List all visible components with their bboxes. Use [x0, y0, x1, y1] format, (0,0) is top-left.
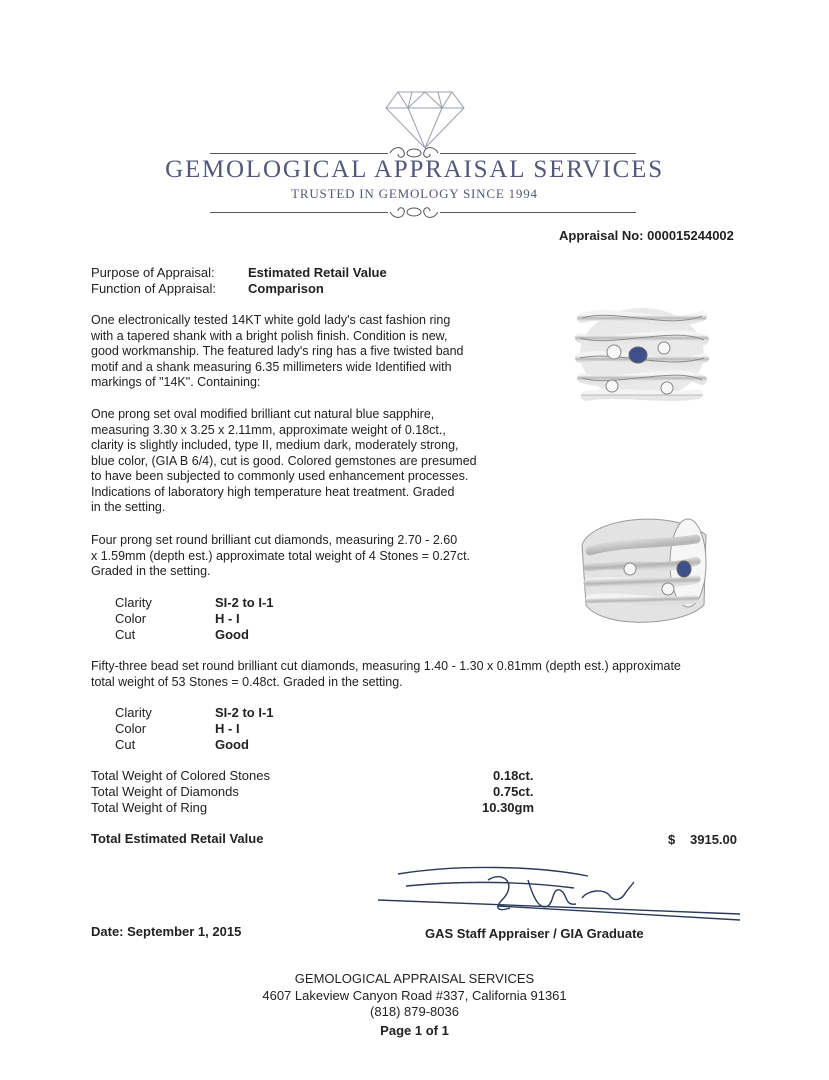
grade1-cut-value: Good — [215, 627, 249, 642]
ring-photo-side — [572, 505, 712, 631]
header-rule-bottom-left — [210, 212, 388, 213]
total-ring-value: 10.30gm — [482, 800, 535, 815]
footer-address: 4607 Lakeview Canyon Road #337, California 91361 — [262, 988, 567, 1003]
total-colored-label: Total Weight of Colored Stones — [91, 768, 270, 783]
report-date: Date: September 1, 2015 — [91, 924, 242, 939]
company-tagline: TRUSTED IN GEMOLOGY SINCE 1994 — [291, 186, 538, 201]
diamond-logo-icon — [384, 90, 466, 150]
appraiser-signature — [378, 860, 744, 928]
currency-symbol: $ — [668, 832, 676, 847]
appraisal-number: Appraisal No: 000015244002 — [559, 228, 734, 243]
footer-company: GEMOLOGICAL APPRAISAL SERVICES — [294, 971, 535, 986]
grade1-cut-label: Cut — [115, 627, 136, 642]
text-line: to have been subjected to commonly used enhancement processes. — [91, 469, 469, 483]
text-line: One electronically tested 14KT white gold lady's cast fashion ring — [91, 313, 451, 327]
text-line: x 1.59mm (depth est.) approximate total weight of 4 Stones = 0.27ct. — [91, 548, 471, 563]
ring-photo-front — [572, 300, 712, 408]
text-line: good workmanship. The featured lady's ring has a five twisted band — [91, 344, 464, 358]
text-line: measuring 3.30 x 3.25 x 2.11mm, approximate weight of 0.18ct., — [91, 422, 446, 437]
grade2-clarity-label: Clarity — [115, 705, 152, 720]
total-ring-label: Total Weight of Ring — [91, 800, 208, 815]
header-rule-top-right — [440, 153, 636, 154]
grade1-clarity-label: Clarity — [115, 595, 152, 610]
flourish-bottom-icon — [386, 203, 442, 221]
footer-phone: (818) 879-8036 — [370, 1004, 459, 1019]
text-line: clarity is slightly included, type II, medium dark, moderately strong, — [91, 438, 459, 452]
text-line: Graded in the setting. — [91, 564, 211, 578]
text-line: markings of "14K". Containing: — [91, 375, 261, 389]
grade1-clarity-value: SI-2 to I-1 — [215, 595, 274, 610]
grade2-cut-value: Good — [215, 737, 249, 752]
purpose-label: Purpose of Appraisal: — [91, 265, 215, 280]
text-line: Indications of laboratory high temperature heat treatment. Graded — [91, 484, 455, 499]
ring-description — [91, 313, 531, 391]
text-line: motif and a shank measuring 6.35 millimeters wide Identified with — [91, 359, 452, 374]
grade1-color-label: Color — [115, 611, 147, 626]
header-rule-bottom-right — [440, 212, 636, 213]
total-diamonds-label: Total Weight of Diamonds — [91, 784, 239, 799]
grade2-color-label: Color — [115, 721, 147, 736]
diamonds-53-description — [91, 659, 751, 690]
grade2-cut-label: Cut — [115, 737, 136, 752]
retail-value-label: Total Estimated Retail Value — [91, 831, 264, 846]
text-line: Fifty-three bead set round brilliant cut diamonds, measuring 1.40 - 1.30 x 0.81mm (depth est.) approximate — [91, 659, 681, 673]
total-colored-value: 0.18ct. — [493, 768, 534, 783]
sapphire-description — [91, 407, 531, 516]
text-line: in the setting. — [91, 500, 166, 514]
function-value: Comparison — [248, 281, 324, 296]
text-line: with a tapered shank with a bright polish finish. Condition is new, — [91, 328, 448, 343]
function-label: Function of Appraisal: — [91, 281, 217, 296]
diamonds-4-description — [91, 533, 531, 580]
header-rule-top-left — [210, 153, 388, 154]
text-line: total weight of 53 Stones = 0.48ct. Graded in the setting. — [91, 674, 403, 689]
company-title: GEMOLOGICAL APPRAISAL SERVICES — [165, 156, 664, 183]
retail-value: 3915.00 — [690, 832, 737, 847]
grade2-color-value: H - I — [215, 721, 240, 736]
text-line: Four prong set round brilliant cut diamonds, measuring 2.70 - 2.60 — [91, 533, 458, 547]
appraiser-title: GAS Staff Appraiser / GIA Graduate — [425, 926, 644, 941]
text-line: One prong set oval modified brilliant cut natural blue sapphire, — [91, 407, 435, 421]
page-number: Page 1 of 1 — [380, 1023, 449, 1038]
purpose-value: Estimated Retail Value — [248, 265, 387, 280]
text-line: blue color, (GIA B 6/4), cut is good. Colored gemstones are presumed — [91, 453, 477, 468]
grade2-clarity-value: SI-2 to I-1 — [215, 705, 274, 720]
total-diamonds-value: 0.75ct. — [493, 784, 534, 799]
grade1-color-value: H - I — [215, 611, 240, 626]
